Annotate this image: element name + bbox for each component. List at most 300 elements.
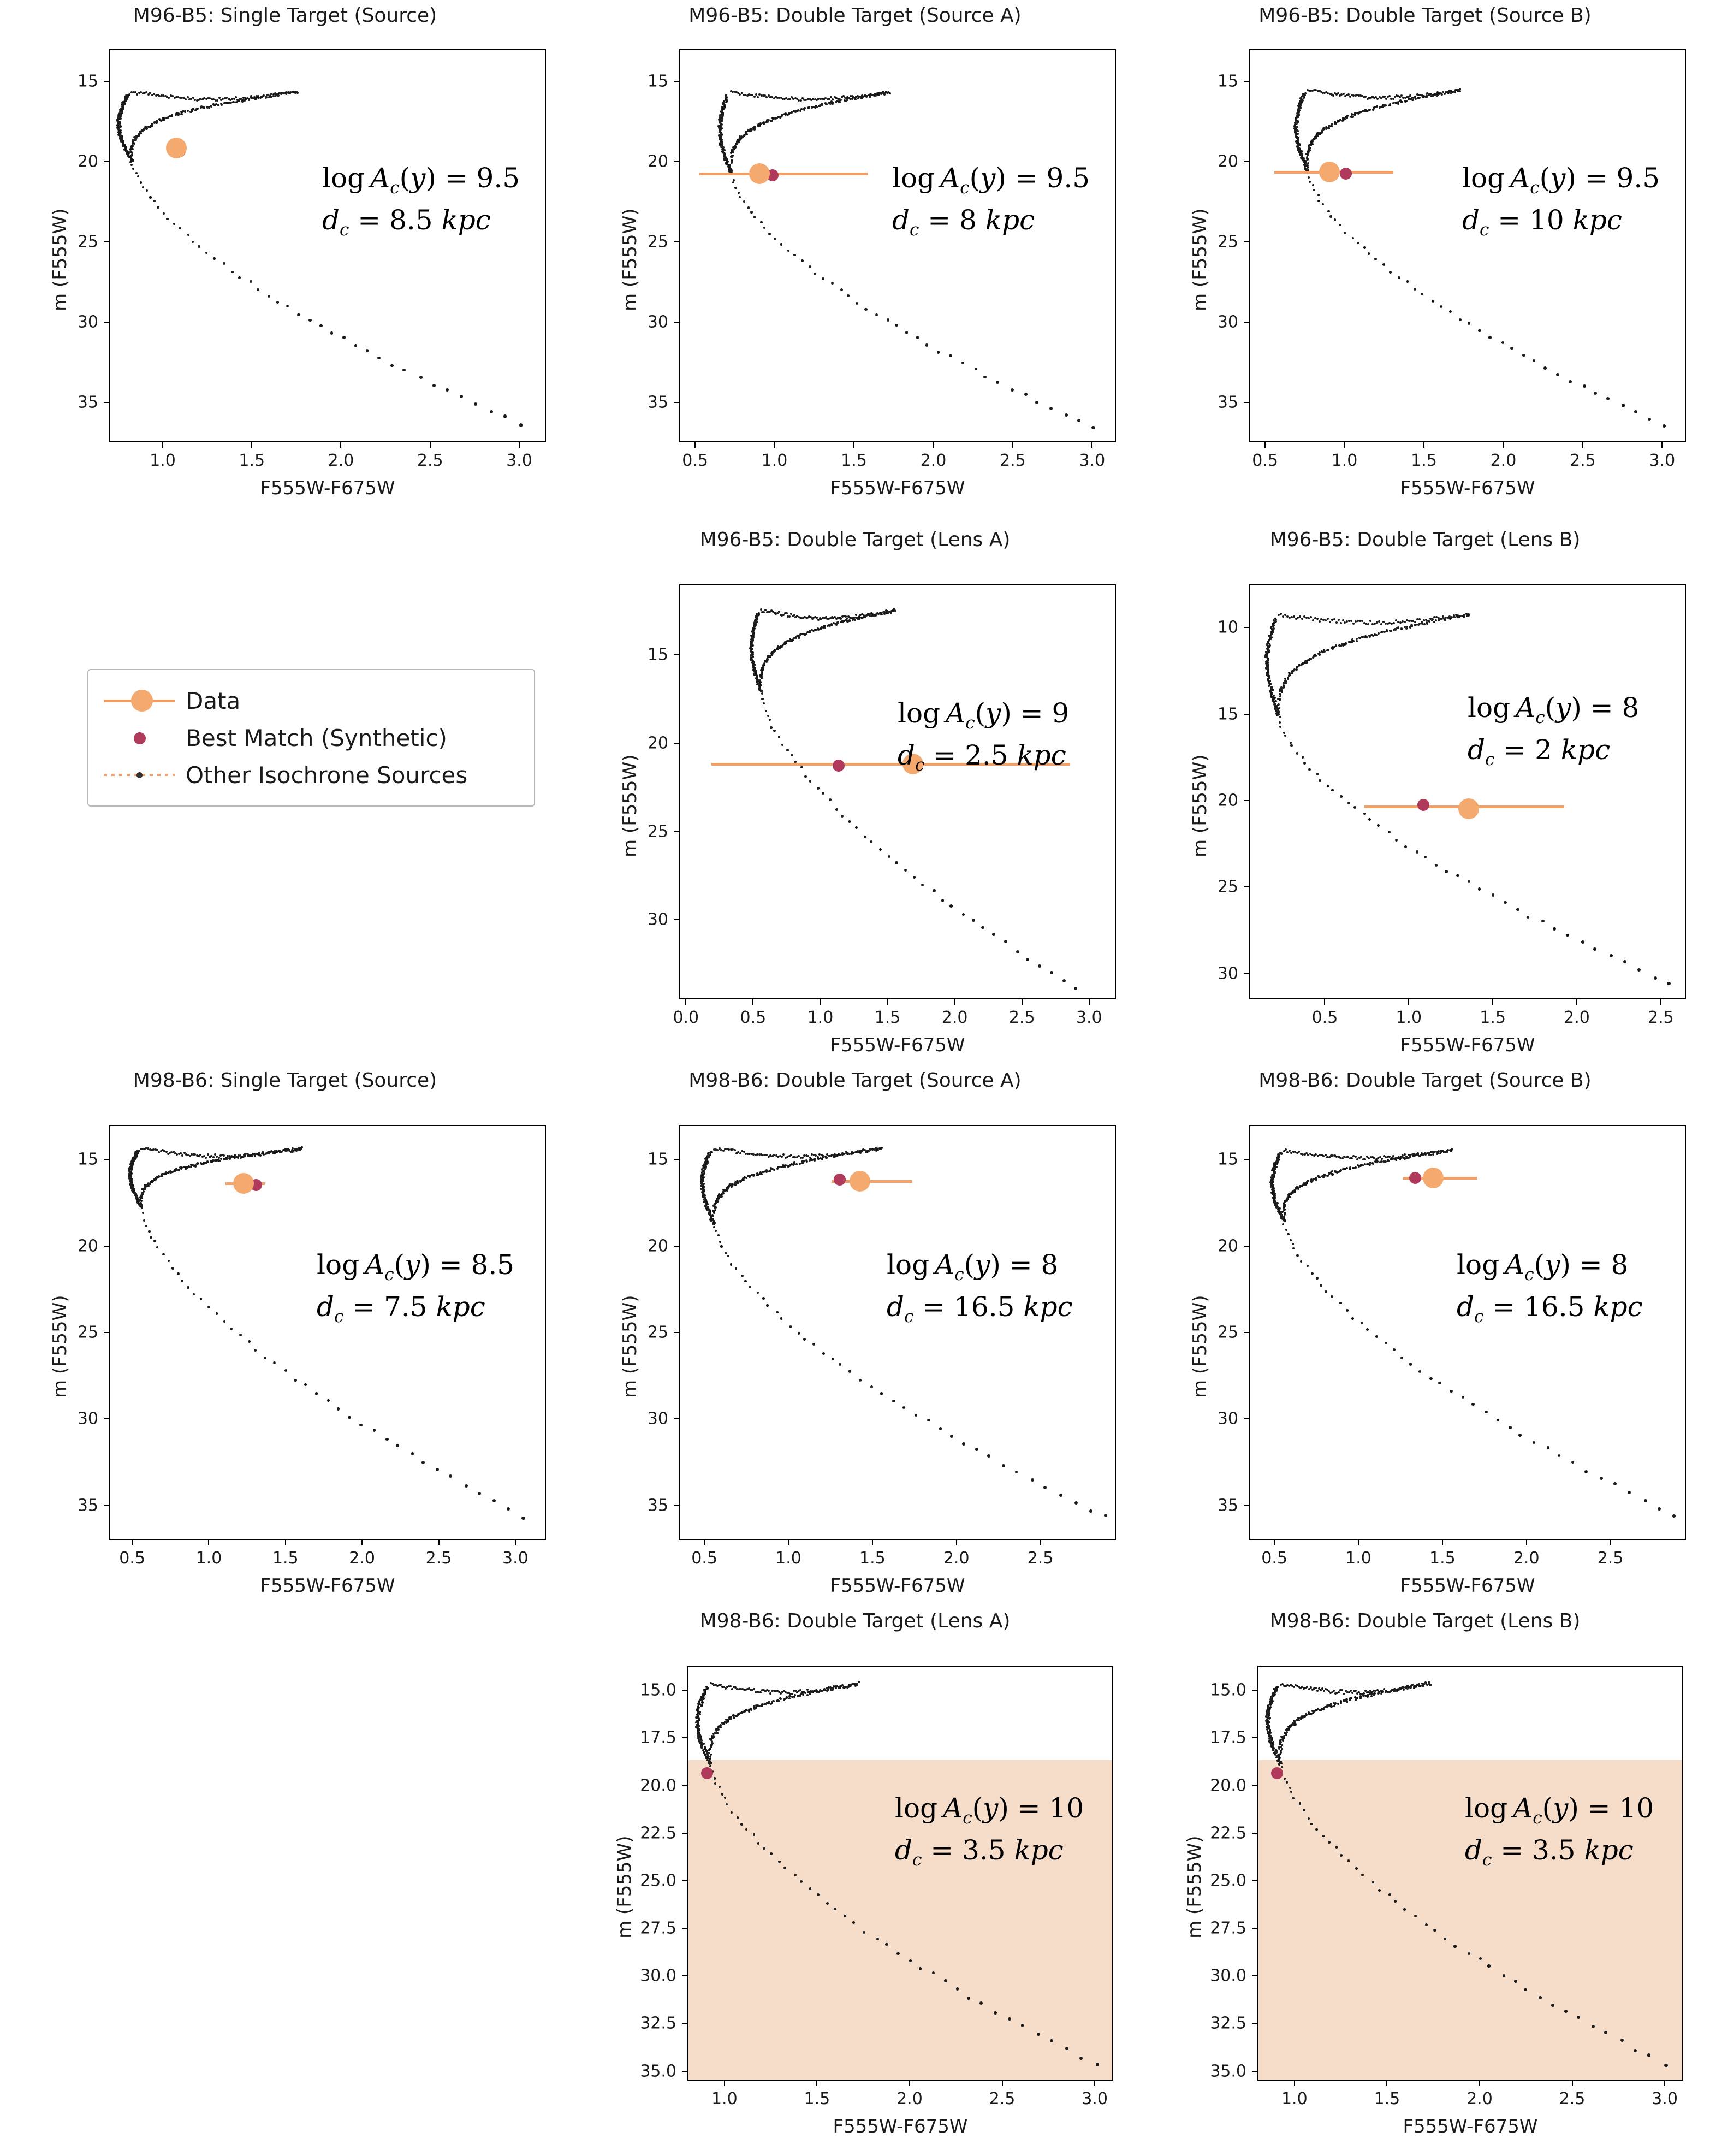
isochrone-point (820, 618, 822, 620)
isochrone-point (156, 120, 158, 122)
isochrone-point (131, 145, 133, 147)
isochrone-point (1323, 649, 1325, 651)
isochrone-point (734, 187, 737, 189)
isochrone-point (1346, 117, 1348, 119)
isochrone-point (1325, 619, 1327, 621)
isochrone-point (913, 876, 916, 879)
isochrone-point (1440, 305, 1442, 308)
y-tick-label: 35 (1217, 393, 1238, 412)
isochrone-point (1400, 1357, 1403, 1359)
isochrone-point (981, 926, 984, 929)
panel-m96b5-double-sourceB (1140, 0, 1710, 524)
isochrone-point (735, 1267, 737, 1269)
y-tick-label: 30 (1217, 964, 1238, 983)
x-tick-mark (724, 2081, 725, 2086)
isochrone-point (719, 114, 721, 116)
isochrone-point (1281, 1748, 1283, 1750)
isochrone-point (855, 826, 858, 829)
y-tick-label: 30 (647, 1409, 668, 1429)
isochrone-point (1289, 1787, 1291, 1789)
annotation-line: $d_c = 3.5$ kpc (895, 1834, 1064, 1870)
x-tick-label: 1.0 (1345, 1549, 1371, 1568)
y-tick-label: 25 (647, 232, 668, 252)
plot-area (1249, 1125, 1686, 1540)
y-tick-mark (674, 81, 679, 82)
isochrone-point (1339, 1302, 1342, 1305)
isochrone-point (1352, 116, 1354, 118)
isochrone-point (1293, 669, 1295, 671)
x-tick-mark (1294, 2081, 1295, 2086)
isochrone-point (1297, 1719, 1299, 1721)
x-tick-mark (933, 442, 934, 448)
isochrone-point (889, 92, 891, 94)
x-tick-label: 3.0 (502, 1549, 529, 1568)
y-axis-label: m (F555W) (1189, 1295, 1211, 1398)
isochrone-point (1613, 1482, 1617, 1485)
y-tick-mark (1244, 973, 1249, 974)
isochrone-point (864, 836, 866, 838)
isochrone-point (1284, 1778, 1286, 1780)
isochrone-point (1281, 1766, 1283, 1768)
panel-m98b6-double-lensB (1140, 1606, 1710, 2156)
isochrone-point (213, 257, 216, 260)
data-point (233, 1173, 254, 1194)
x-tick-mark (752, 999, 753, 1005)
annotation-line: $\log A_c(y) = 9.5$ (892, 162, 1090, 198)
annotation-line: $\log A_c(y) = 9.5$ (322, 162, 520, 198)
isochrone-point (722, 102, 725, 104)
x-tick-label: 3.0 (1082, 2089, 1108, 2108)
isochrone-point (153, 1240, 156, 1242)
isochrone-point (144, 1184, 146, 1186)
isochrone-point (763, 611, 765, 613)
isochrone-point (822, 792, 824, 795)
x-tick-label: 2.0 (328, 451, 354, 470)
isochrone-point (701, 1701, 703, 1703)
isochrone-point (770, 726, 772, 728)
isochrone-point (1346, 1701, 1348, 1703)
isochrone-point (1634, 2049, 1637, 2052)
x-tick-label: 0.5 (119, 1549, 145, 1568)
isochrone-point (1316, 618, 1319, 620)
isochrone-point (1312, 184, 1314, 186)
isochrone-point (177, 114, 179, 116)
isochrone-point (1352, 640, 1354, 642)
isochrone-point (1089, 1509, 1092, 1513)
isochrone-point (1359, 1695, 1362, 1697)
isochrone-point (1648, 418, 1651, 421)
isochrone-point (1606, 397, 1610, 400)
isochrone-point (885, 1943, 888, 1946)
x-tick-mark (515, 1540, 516, 1545)
isochrone-point (919, 1967, 922, 1970)
isochrone-point (1414, 621, 1416, 623)
isochrone-point (135, 172, 138, 174)
y-tick-mark (1244, 81, 1249, 82)
isochrone-point (760, 608, 762, 611)
best-match-point (833, 760, 845, 772)
y-tick-label: 20 (77, 152, 98, 171)
isochrone-point (765, 710, 767, 712)
isochrone-point (925, 343, 928, 346)
isochrone-point (1272, 1741, 1274, 1743)
legend-item-label: Other Isochrone Sources (186, 761, 468, 789)
isochrone-point (727, 1188, 729, 1190)
isochrone-point (740, 1823, 743, 1825)
isochrone-point (1347, 1859, 1350, 1862)
isochrone-point (1637, 968, 1641, 972)
panel-annotations (1462, 158, 1660, 242)
y-axis-label: m (F555W) (619, 1295, 641, 1398)
isochrone-point (1451, 616, 1453, 618)
isochrone-point (731, 159, 733, 162)
isochrone-point (737, 1816, 739, 1819)
x-tick-label: 0.5 (1311, 1008, 1338, 1027)
isochrone-point (747, 206, 750, 209)
isochrone-point (181, 1154, 183, 1157)
isochrone-point (830, 96, 832, 98)
panel-cell-6 (0, 1065, 570, 1606)
isochrone-point (230, 1328, 233, 1330)
isochrone-point (837, 621, 839, 624)
panel-cell-1 (0, 0, 570, 524)
isochrone-point (975, 368, 978, 371)
x-axis-label: F555W-F675W (260, 477, 395, 499)
x-tick-mark (853, 442, 854, 448)
isochrone-point (1361, 620, 1363, 622)
y-tick-label: 20 (1217, 791, 1238, 810)
isochrone-point (1400, 101, 1403, 103)
isochrone-point (1533, 359, 1536, 363)
panel-m98b6-double-sourceA (570, 1065, 1140, 1606)
isochrone-point (1501, 341, 1504, 344)
isochrone-point (273, 1361, 276, 1364)
isochrone-point (1424, 856, 1427, 858)
isochrone-point (760, 690, 762, 692)
isochrone-point (1297, 133, 1299, 135)
isochrone-point (212, 1156, 215, 1158)
y-axis-label: m (F555W) (1184, 1835, 1206, 1939)
x-tick-label: 1.0 (195, 1549, 222, 1568)
y-tick-mark (1244, 1505, 1249, 1506)
isochrone-point (1414, 1915, 1417, 1917)
isochrone-point (1569, 380, 1572, 383)
isochrone-point (814, 1158, 816, 1160)
isochrone-point (319, 324, 322, 327)
isochrone-point (1429, 1377, 1432, 1380)
isochrone-point (120, 125, 122, 127)
isochrone-point (803, 1160, 805, 1162)
panel-m96b5-double-lensA (570, 524, 1140, 1065)
isochrone-point (1468, 880, 1470, 883)
y-tick-mark (104, 241, 109, 242)
isochrone-point (1346, 1309, 1349, 1312)
y-tick-label: 35 (77, 393, 98, 412)
isochrone-point (755, 93, 757, 96)
isochrone-point (781, 744, 783, 746)
y-tick-label: 15 (647, 72, 668, 91)
plot-area (679, 584, 1116, 999)
isochrone-point (216, 1312, 218, 1315)
isochrone-point (781, 1156, 783, 1158)
y-axis-label: m (F555W) (619, 208, 641, 311)
isochrone-point (903, 1406, 905, 1409)
isochrone-point (490, 410, 493, 413)
isochrone-point (760, 221, 762, 223)
isochrone-point (1310, 1823, 1312, 1825)
y-tick-mark (1252, 1880, 1257, 1881)
isochrone-point (1414, 288, 1416, 291)
best-match-point (834, 1174, 846, 1186)
x-tick-label: 3.0 (506, 451, 532, 470)
isochrone-point (761, 1705, 763, 1707)
isochrone-point (1330, 1703, 1332, 1705)
isochrone-point (1343, 1693, 1345, 1695)
isochrone-point (465, 1484, 468, 1488)
x-tick-label: 1.5 (1374, 2089, 1400, 2108)
isochrone-point (1049, 407, 1053, 410)
isochrone-point (743, 200, 745, 203)
isochrone-point (284, 1369, 287, 1372)
isochrone-point (1331, 789, 1334, 792)
isochrone-point (1323, 1175, 1325, 1177)
isochrone-point (216, 99, 218, 102)
isochrone-point (177, 1272, 179, 1275)
isochrone-point (761, 692, 763, 695)
isochrone-point (1504, 901, 1507, 904)
x-tick-mark (1503, 442, 1504, 448)
isochrone-point (732, 181, 734, 183)
isochrone-point (776, 1311, 779, 1314)
x-tick-mark (1344, 442, 1345, 448)
isochrone-point (1369, 620, 1371, 622)
isochrone-point (767, 715, 769, 717)
isochrone-point (1290, 742, 1292, 744)
panel-annotations (317, 1245, 514, 1329)
isochrone-point (141, 1207, 143, 1209)
isochrone-point (1518, 1434, 1522, 1437)
isochrone-point (140, 1202, 142, 1204)
isochrone-point (1468, 322, 1470, 324)
isochrone-point (1308, 1817, 1310, 1820)
isochrone-point (732, 151, 734, 153)
annotation-line: $\log A_c(y) = 8$ (1468, 692, 1640, 727)
isochrone-point (1319, 654, 1321, 656)
x-tick-mark (788, 1540, 789, 1545)
isochrone-point (1363, 246, 1366, 249)
isochrone-point (835, 1155, 838, 1157)
isochrone-point (385, 1438, 389, 1441)
isochrone-point (1322, 203, 1324, 205)
y-tick-mark (674, 1159, 679, 1160)
isochrone-point (1622, 404, 1625, 407)
isochrone-point (703, 1743, 705, 1745)
isochrone-point (1346, 1167, 1348, 1169)
isochrone-point (713, 1735, 715, 1737)
y-tick-mark (104, 1418, 109, 1419)
x-tick-mark (1442, 1540, 1443, 1545)
isochrone-point (1373, 108, 1375, 110)
isochrone-point (1327, 210, 1329, 212)
isochrone-point (785, 1164, 787, 1166)
isochrone-point (138, 1150, 140, 1152)
y-tick-label: 25 (1217, 1323, 1238, 1342)
isochrone-point (1283, 1202, 1285, 1204)
panel-cell-9 (570, 1606, 1140, 2156)
isochrone-point (1302, 93, 1304, 95)
isochrone-point (153, 200, 156, 202)
data-point (166, 138, 187, 158)
legend-cell (0, 524, 570, 1065)
isochrone-point (1011, 388, 1014, 392)
isochrone-point (1331, 1295, 1333, 1298)
panel-cell-10 (1140, 1606, 1710, 2156)
isochrone-point (1382, 263, 1385, 266)
x-tick-mark (1660, 999, 1661, 1005)
y-tick-mark (682, 2071, 687, 2072)
annotation-line: $\log A_c(y) = 9$ (898, 697, 1070, 733)
isochrone-point (809, 265, 811, 268)
x-tick-label: 1.0 (1281, 2089, 1308, 2108)
isochrone-point (1340, 795, 1343, 798)
isochrone-point (1337, 1703, 1339, 1705)
y-tick-label: 17.5 (1210, 1728, 1246, 1748)
isochrone-point (992, 933, 995, 936)
isochrone-point (788, 1695, 791, 1697)
isochrone-point (831, 282, 834, 285)
y-tick-mark (674, 1418, 679, 1419)
isochrone-point (1016, 950, 1019, 953)
y-tick-mark (682, 1975, 687, 1976)
isochrone-point (1368, 818, 1371, 821)
y-axis-label: m (F555W) (49, 1295, 71, 1398)
x-tick-mark (872, 1540, 873, 1545)
isochrone-point (1327, 649, 1329, 651)
isochrone-point (763, 702, 765, 704)
isochrone-point (220, 1158, 222, 1160)
isochrone-point (811, 106, 813, 108)
isochrone-point (933, 889, 935, 892)
isochrone-point (197, 1162, 199, 1164)
isochrone-point (1468, 614, 1470, 617)
x-tick-mark (1012, 442, 1013, 448)
annotation-line: $d_c = 16.5$ kpc (887, 1290, 1073, 1326)
isochrone-point (773, 1169, 775, 1171)
panel-title: M96-B5: Double Target (Source A) (688, 4, 1022, 27)
x-tick-label: 2.0 (1490, 451, 1517, 470)
isochrone-point (1663, 424, 1666, 428)
isochrone-point (733, 1717, 735, 1719)
y-tick-mark (674, 831, 679, 832)
panel-title: M96-B5: Double Target (Source B) (1258, 4, 1592, 27)
plot-area (1249, 49, 1686, 442)
data-errorbar (699, 173, 868, 175)
isochrone-point (1317, 200, 1320, 202)
panel-cell-3 (1140, 0, 1710, 524)
isochrone-point (832, 1358, 834, 1360)
isochrone-point (163, 212, 165, 215)
isochrone-point (759, 1691, 762, 1693)
isochrone-point (1309, 181, 1311, 183)
best-match-point (1340, 168, 1352, 180)
isochrone-point (793, 1696, 795, 1698)
isochrone-point (822, 277, 824, 280)
isochrone-point (757, 96, 759, 98)
x-tick-mark (1610, 1540, 1611, 1545)
isochrone-point (731, 1688, 733, 1690)
y-tick-mark (1244, 402, 1249, 403)
isochrone-point (507, 1507, 510, 1511)
isochrone-point (1328, 1841, 1331, 1844)
isochrone-point (1273, 627, 1275, 630)
isochrone-point (1380, 623, 1382, 625)
isochrone-point (843, 1153, 845, 1155)
x-tick-mark (954, 999, 955, 1005)
isochrone-point (758, 1705, 760, 1707)
x-tick-mark (1582, 442, 1583, 448)
isochrone-point (1385, 98, 1387, 100)
isochrone-point (750, 128, 752, 131)
y-tick-label: 25 (1217, 232, 1238, 252)
isochrone-point (1344, 232, 1346, 234)
y-tick-label: 15 (647, 1150, 668, 1169)
x-tick-mark (1664, 2081, 1665, 2086)
isochrone-point (1307, 1180, 1309, 1182)
isochrone-point (1351, 1317, 1354, 1320)
isochrone-point (150, 1236, 152, 1239)
isochrone-point (1381, 631, 1384, 633)
isochrone-point (1382, 621, 1385, 623)
isochrone-point (348, 1416, 351, 1419)
isochrone-point (1418, 618, 1421, 620)
isochrone-point (881, 1147, 883, 1149)
x-tick-label: 1.5 (1411, 451, 1437, 470)
isochrone-point (894, 610, 896, 612)
isochrone-point (987, 1454, 990, 1458)
isochrone-point (757, 1842, 760, 1845)
panel-annotations (887, 1245, 1073, 1329)
isochrone-point (821, 103, 823, 105)
y-tick-label: 32.5 (640, 2013, 676, 2033)
isochrone-point (1369, 109, 1371, 111)
isochrone-point (744, 1280, 746, 1282)
y-tick-label: 30.0 (1210, 1966, 1246, 1986)
isochrone-point (168, 1260, 170, 1262)
isochrone-point (782, 1164, 784, 1166)
x-tick-label: 2.5 (425, 1549, 452, 1568)
isochrone-point (753, 1833, 756, 1836)
y-tick-mark (674, 1505, 679, 1506)
isochrone-point (848, 820, 851, 823)
isochrone-point (327, 1399, 330, 1402)
isochrone-point (1381, 1158, 1383, 1160)
isochrone-point (257, 288, 259, 291)
isochrone-point (787, 250, 790, 252)
y-tick-label: 27.5 (640, 1918, 676, 1938)
isochrone-point (207, 1306, 210, 1308)
isochrone-point (140, 181, 142, 183)
annotation-line: $\log A_c(y) = 10$ (895, 1792, 1084, 1828)
isochrone-point (1378, 632, 1380, 635)
isochrone-point (192, 97, 194, 99)
y-tick-mark (1244, 1159, 1249, 1160)
isochrone-point (1435, 619, 1437, 621)
isochrone-point (839, 1687, 841, 1689)
isochrone-point (773, 730, 775, 732)
y-tick-label: 25 (647, 822, 668, 842)
isochrone-point (1454, 91, 1456, 93)
isochrone-point (223, 262, 225, 265)
